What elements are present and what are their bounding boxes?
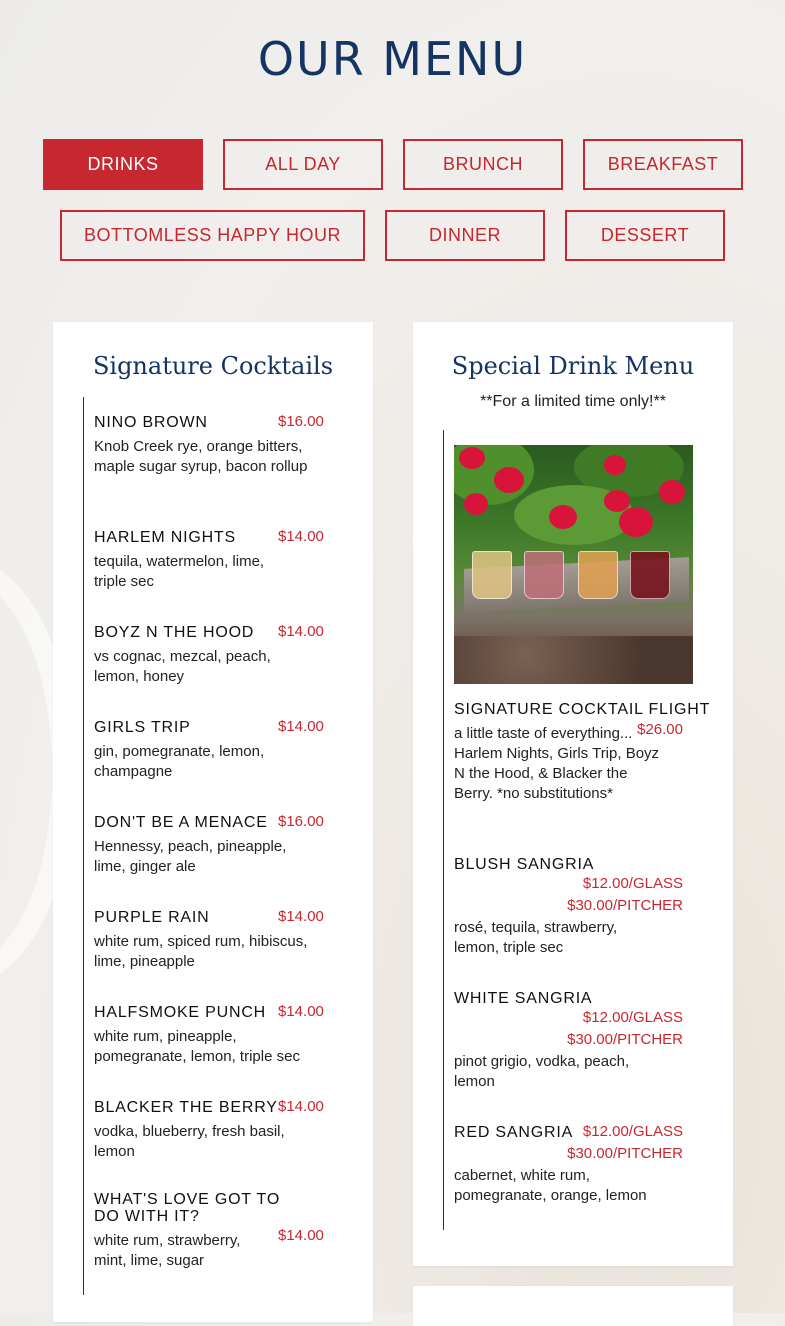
cocktail-flight-photo [454, 445, 693, 684]
item-price: $16.00 [278, 813, 324, 830]
item-price: $14.00 [278, 1003, 324, 1020]
item-name: BOYZ N THE HOOD [94, 624, 255, 641]
item-price-pitcher: $30.00/PITCHER [567, 1031, 683, 1048]
tab-bottomless-happy-hour[interactable]: BOTTOMLESS HAPPY HOUR [60, 210, 365, 261]
tab-dinner[interactable]: DINNER [385, 210, 545, 261]
special-drink-menu-card [413, 322, 733, 1266]
item-description: tequila, watermelon, lime, triple sec [94, 553, 265, 590]
item-name: HARLEM NIGHTS [94, 529, 236, 546]
item-description: vodka, blueberry, fresh basil, lemon [94, 1123, 285, 1160]
item-price: $14.00 [278, 1227, 324, 1244]
item-price-glass: $12.00/GLASS [582, 1009, 683, 1026]
card-subtitle: **For a limited time only!** [480, 393, 666, 410]
section-divider-line [83, 397, 84, 1295]
item-name: WHAT'S LOVE GOT TO DO WITH IT? [94, 1191, 281, 1225]
tab-brunch[interactable]: BRUNCH [403, 139, 563, 190]
item-description: vs cognac, mezcal, peach, lemon, honey [94, 648, 271, 685]
item-name: WHITE SANGRIA [454, 990, 593, 1007]
item-price: $14.00 [278, 718, 324, 735]
next-menu-card [413, 1286, 733, 1326]
item-price: $16.00 [278, 413, 324, 430]
tab-all-day[interactable]: ALL DAY [223, 139, 383, 190]
item-description: white rum, strawberry, mint, lime, sugar [94, 1232, 241, 1269]
item-name: GIRLS TRIP [94, 719, 191, 736]
item-price-pitcher: $30.00/PITCHER [567, 897, 683, 914]
item-price-pitcher: $30.00/PITCHER [567, 1145, 683, 1162]
item-description: white rum, pineapple, pomegranate, lemon, triple sec [94, 1028, 300, 1065]
item-description: Hennessy, peach, pineapple, lime, ginger ale [94, 838, 287, 875]
item-price-glass: $12.00/GLASS [582, 1123, 683, 1140]
item-description: a little taste of everything... Harlem Nights, Girls Trip, Boyz N the Hood, & Blacker the Berry. *no substitutions* [454, 725, 660, 802]
page-title: OUR MENU [257, 32, 528, 86]
item-description: white rum, spiced rum, hibiscus, lime, pineapple [94, 933, 308, 970]
item-description: pinot grigio, vodka, peach, lemon [454, 1053, 630, 1090]
item-price: $14.00 [278, 1098, 324, 1115]
tab-breakfast[interactable]: BREAKFAST [583, 139, 743, 190]
item-description: Knob Creek rye, orange bitters, maple sugar syrup, bacon rollup [94, 438, 308, 475]
item-description: gin, pomegranate, lemon, champagne [94, 743, 265, 780]
item-price: $14.00 [278, 528, 324, 545]
tab-dessert[interactable]: DESSERT [565, 210, 725, 261]
item-name: BLACKER THE BERRY [94, 1099, 278, 1116]
item-name: SIGNATURE COCKTAIL FLIGHT [454, 701, 711, 718]
card-title: Signature Cocktails [92, 352, 334, 380]
item-price: $14.00 [278, 623, 324, 640]
item-name: BLUSH SANGRIA [454, 856, 595, 873]
item-name: PURPLE RAIN [94, 909, 210, 926]
card-title: Special Drink Menu [451, 352, 695, 380]
item-name: RED SANGRIA [454, 1124, 574, 1141]
item-name: DON'T BE A MENACE [94, 814, 268, 831]
signature-cocktails-card [53, 322, 373, 1322]
item-price-glass: $12.00/GLASS [582, 875, 683, 892]
item-price: $14.00 [278, 908, 324, 925]
section-divider-line [443, 430, 444, 1230]
item-description: rosé, tequila, strawberry, lemon, triple sec [454, 919, 618, 956]
item-name: NINO BROWN [94, 414, 208, 431]
item-name: HALFSMOKE PUNCH [94, 1004, 267, 1021]
item-price: $26.00 [637, 721, 683, 738]
tab-drinks[interactable]: DRINKS [43, 139, 203, 190]
item-description: cabernet, white rum, pomegranate, orange, lemon [454, 1167, 647, 1204]
